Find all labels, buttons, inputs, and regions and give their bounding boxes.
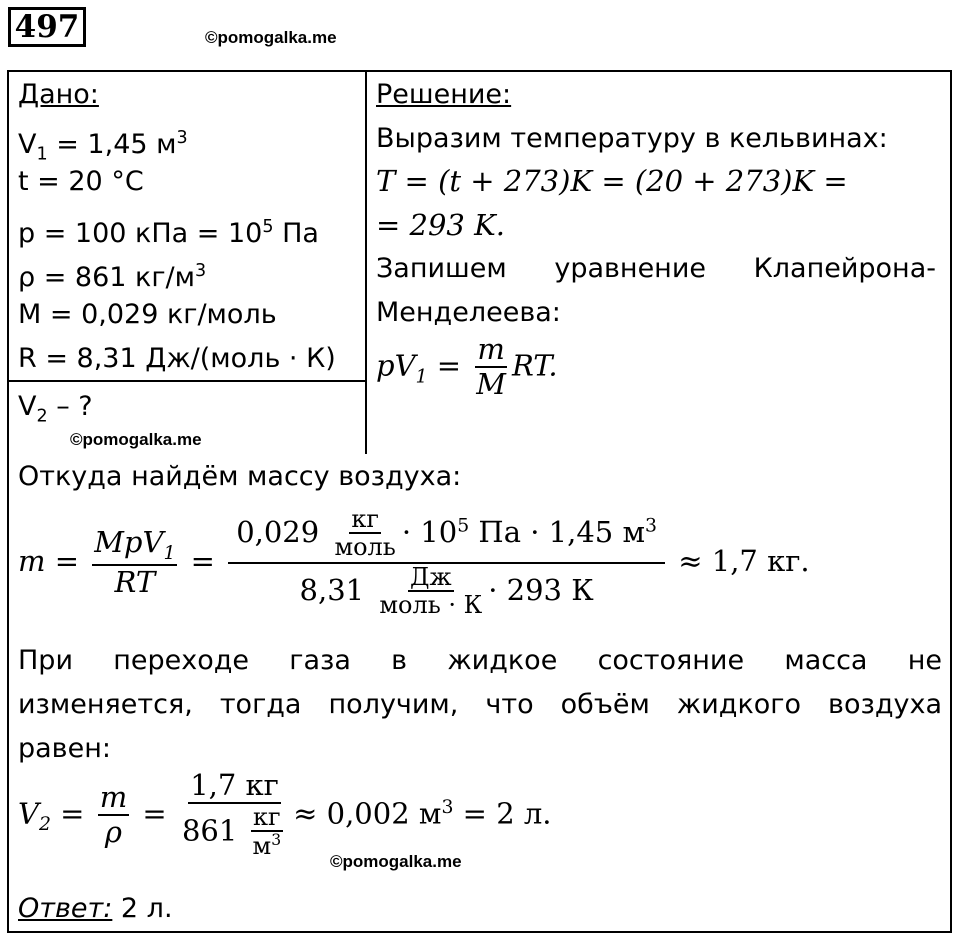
paragraph-line-2: изменяется, тогда получим, что объём жидкого воздуха: [18, 689, 942, 720]
equation-volume: $V_2$ = $\frac{m}{\rho}$ = 1,7 кг 861 $\frac{кг}{м^3}$ ≈ 0,002 $м^3 = 2$ л.: [18, 768, 552, 861]
paragraph-line-1: При переходе газа в жидкое состояние масса не: [18, 645, 942, 676]
given-title: Дано:: [18, 79, 99, 110]
given-t: t = 20 °C: [18, 166, 144, 197]
given-rho: ρ = 861 $кг/м^3$: [18, 261, 207, 293]
paragraph-line-3: равен:: [18, 733, 111, 764]
given-v1: $V_1 = 1,45$ $м^3$: [18, 128, 188, 165]
solution-title: Решение:: [376, 79, 512, 110]
given-gas-constant: R = 8,31 Дж/(моль · К): [18, 343, 336, 374]
solution-line-mendeleev: Менделеева:: [376, 297, 561, 328]
watermark-middle: ©pomogalka.me: [70, 430, 202, 449]
divider-vertical: [365, 70, 367, 454]
answer-label: Ответ:: [18, 893, 113, 924]
watermark-top: ©pomogalka.me: [205, 28, 337, 47]
answer-value: 2 л.: [112, 893, 173, 924]
watermark-bottom: ©pomogalka.me: [330, 852, 462, 871]
equation-temperature-result: = 293 K.: [376, 208, 505, 242]
answer: [18, 894, 173, 924]
find-v2: $V_2$ – ?: [18, 391, 93, 427]
problem-number: 497: [8, 7, 86, 47]
divider-horizontal: [7, 380, 366, 382]
equation-temperature: T = (t + 273)K = (20 + 273)K =: [376, 164, 848, 198]
equation-mass: m = $\frac{MpV_1}{RT}$ = 0,029 $\frac{кг}{\text{моль}}$ · $10^5$ Па · 1,45 $м^3$ 8,31 $\frac{Дж}{\text{моль · К}}$ · 293 К ≈ 1,7 кг.: [18, 505, 810, 620]
equation-clapeyron: $pV_1$ = $\frac{m}{M}$ RT.: [376, 332, 558, 401]
solution-line-mass: Откуда найдём массу воздуха:: [18, 461, 462, 492]
given-p: p = 100 кПа = $10^5$ Па: [18, 217, 319, 249]
solution-line-clapeyron: Запишем уравнение Клапейрона-: [376, 253, 936, 284]
solution-line-kelvin: Выразим температуру в кельвинах:: [376, 123, 888, 154]
given-molar-mass: M = 0,029 кг/моль: [18, 299, 277, 330]
